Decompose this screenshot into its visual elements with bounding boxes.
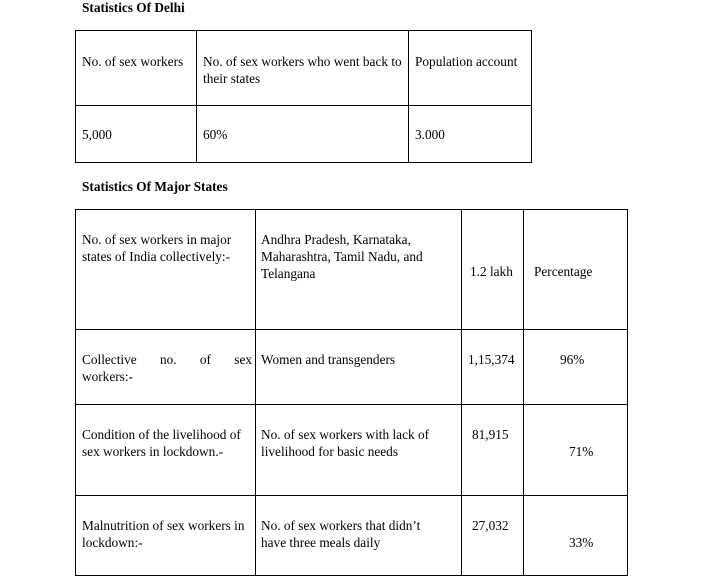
table-cell [462,210,524,330]
table-row [76,405,628,496]
table-cell [197,106,409,163]
table-cell [256,210,462,330]
row-description: No. of sex workers with lack of livelihood for basic needs [261,427,430,459]
row-count: 81,915 [472,427,509,442]
table-cell [524,330,628,405]
table-cell [76,496,256,576]
table-row [76,210,628,330]
table-cell [76,106,197,163]
row-percentage: 71% [569,444,594,459]
table-cell [76,330,256,405]
table-header-cell [409,31,532,106]
table-cell [462,496,524,576]
row-percentage: 33% [569,535,594,550]
table-cell [462,405,524,496]
delhi-table [75,30,532,163]
table-row [76,106,532,163]
row-label: No. of sex workers in major states of India collectively:- [82,232,232,264]
row-description: Women and transgenders [261,352,396,367]
row-percentage: Percentage [534,264,593,279]
table-header-cell [76,31,197,106]
row-count: 1.2 lakh [470,264,513,279]
table-row [76,496,628,576]
header-text: No. of sex workers who went back to their states [203,54,402,86]
row-label: Collective no. of sex [82,352,252,367]
table-cell [76,210,256,330]
delhi-heading: Statistics Of Delhi [82,0,185,15]
table-cell [462,330,524,405]
value-text: 60% [203,127,228,142]
table-cell [524,210,628,330]
row-description: No. of sex workers that didn’t have three meals daily [261,518,421,550]
table-cell [524,405,628,496]
row-percentage: 96% [560,352,585,367]
row-count: 1,15,374 [468,352,515,367]
table-header-cell [197,31,409,106]
value-text: 3.000 [415,127,445,142]
table-row [76,330,628,405]
value-text: 5,000 [82,127,112,142]
row-count: 27,032 [472,518,509,533]
header-text: No. of sex workers [82,54,184,69]
table-cell [256,330,462,405]
header-text: Population account [415,54,518,69]
states-table [75,209,628,576]
table-cell [409,106,532,163]
row-description: Andhra Pradesh, Karnataka, Maharashtra, Tamil Nadu, and Telangana [261,232,423,281]
row-label: Condition of the livelihood of sex workers in lockdown.- [82,427,241,459]
row-label-cont: workers:- [82,369,133,384]
row-label: Malnutrition of sex workers in lockdown:- [82,518,245,550]
table-cell [524,496,628,576]
states-heading: Statistics Of Major States [82,179,228,194]
table-row [76,31,532,106]
table-cell [76,405,256,496]
table-cell [256,405,462,496]
table-cell [256,496,462,576]
